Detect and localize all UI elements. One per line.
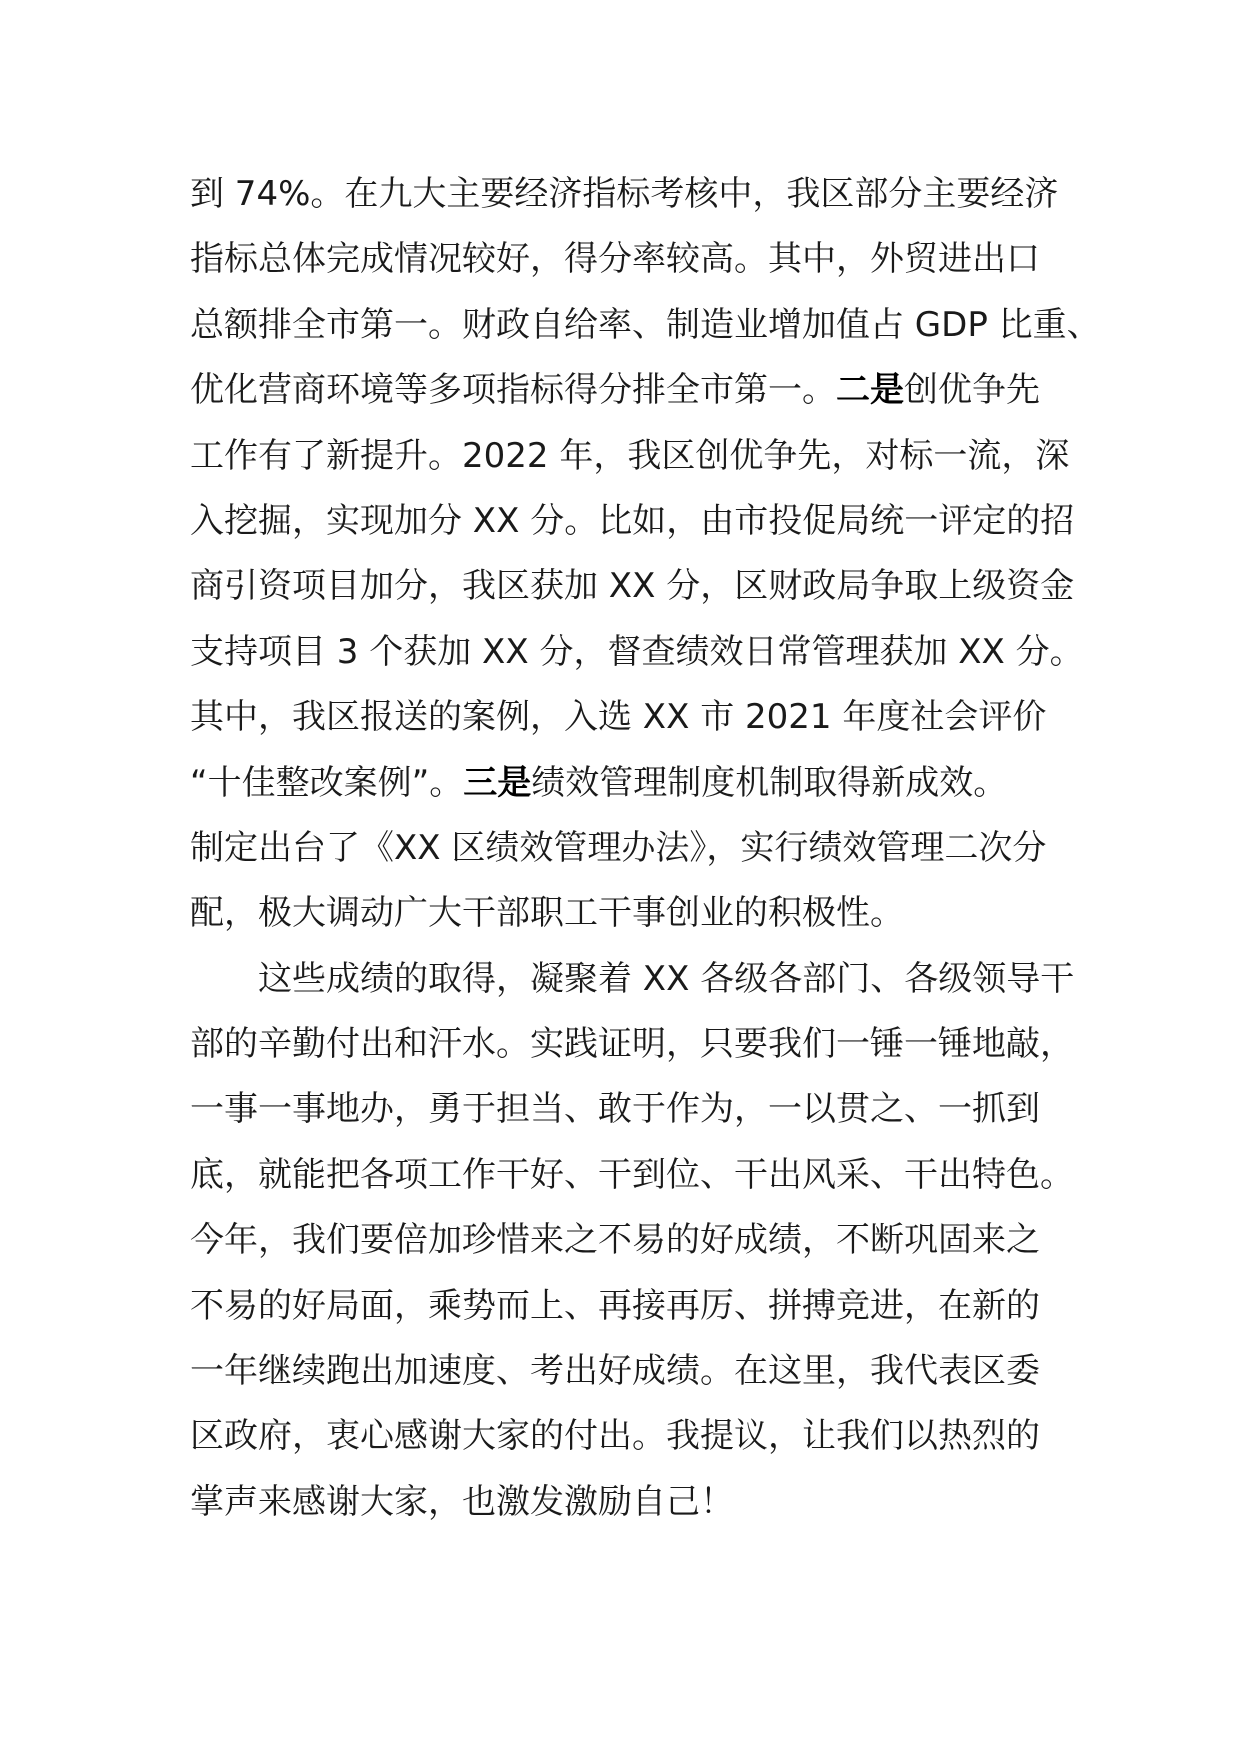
text-line [190, 685, 1070, 750]
text-line [190, 1208, 1070, 1273]
text-run: 不易的好局面，乘势而上、再接再厉、拼搏竞进，在新的 [190, 1285, 1040, 1326]
bold-run: 二是 [836, 370, 904, 411]
text-line [190, 947, 1075, 1012]
text-line [190, 1012, 1074, 1077]
text-run: 一年继续跑出加速度、考出好成绩。在这里，我代表区委 [190, 1351, 1040, 1392]
text-line [190, 424, 1070, 489]
text-line [190, 1404, 1070, 1469]
text-line [190, 293, 1101, 358]
text-line [190, 162, 1070, 227]
text-run: 今年，我们要倍加珍惜来之不易的好成绩，不断巩固来之 [190, 1220, 1040, 1261]
text-line [190, 881, 1070, 946]
text-line [190, 620, 1084, 685]
text-run: “十佳整改案例”。 [190, 762, 464, 803]
text-run: 掌声来感谢大家，也激发激励自己！ [190, 1481, 734, 1522]
text-line [190, 1470, 1070, 1535]
text-run: 创优争先 [904, 370, 1040, 411]
text-line [190, 1274, 1070, 1339]
text-run: 总额排全市第一。财政自给率、制造业增加值占 GDP 比重、 [190, 304, 1101, 345]
text-run: 工作有了新提升。2022 年，我区创优争先，对标一流，深 [190, 435, 1070, 476]
text-line [190, 751, 1070, 816]
text-run: 底，就能把各项工作干好、干到位、干出风采、干出特色。 [190, 1154, 1074, 1195]
text-run: 绩效管理制度机制取得新成效。 [531, 762, 1008, 803]
text-run: 入挖掘，实现加分 XX 分。比如，由市投促局统一评定的招 [190, 500, 1075, 541]
text-run: 这些成绩的取得，凝聚着 XX 各级各部门、各级领导干 [258, 958, 1075, 999]
text-line [190, 227, 1070, 292]
text-line [190, 816, 1070, 881]
bold-run: 三是 [463, 762, 532, 803]
text-run: 区政府，衷心感谢大家的付出。我提议，让我们以热烈的 [190, 1416, 1040, 1457]
text-run: 一事一事地办，勇于担当、敢于作为，一以贯之、一抓到 [190, 1089, 1040, 1130]
text-line [190, 489, 1075, 554]
text-line [190, 358, 1070, 423]
text-run: 配，极大调动广大干部职工干事创业的积极性。 [190, 893, 904, 934]
text-run: 指标总体完成情况较好，得分率较高。其中，外贸进出口 [190, 239, 1040, 280]
document-body [190, 162, 1101, 1535]
text-run: 支持项目 3 个获加 XX 分，督查绩效日常管理获加 XX 分。 [190, 631, 1084, 672]
text-run: 优化营商环境等多项指标得分排全市第一。 [190, 370, 836, 411]
text-line [190, 1077, 1070, 1142]
text-run: 部的辛勤付出和汗水。实践证明，只要我们一锤一锤地敲， [190, 1024, 1074, 1065]
text-run: 制定出台了《XX 区绩效管理办法》，实行绩效管理二次分 [190, 827, 1047, 868]
text-run: 商引资项目加分，我区获加 XX 分，区财政局争取上级资金 [190, 566, 1075, 607]
text-line [190, 1339, 1070, 1404]
text-line [190, 554, 1075, 619]
text-run: 其中，我区报送的案例，入选 XX 市 2021 年度社会评价 [190, 697, 1047, 738]
text-line [190, 1143, 1074, 1208]
text-run: 到 74%。在九大主要经济指标考核中，我区部分主要经济 [190, 174, 1059, 214]
